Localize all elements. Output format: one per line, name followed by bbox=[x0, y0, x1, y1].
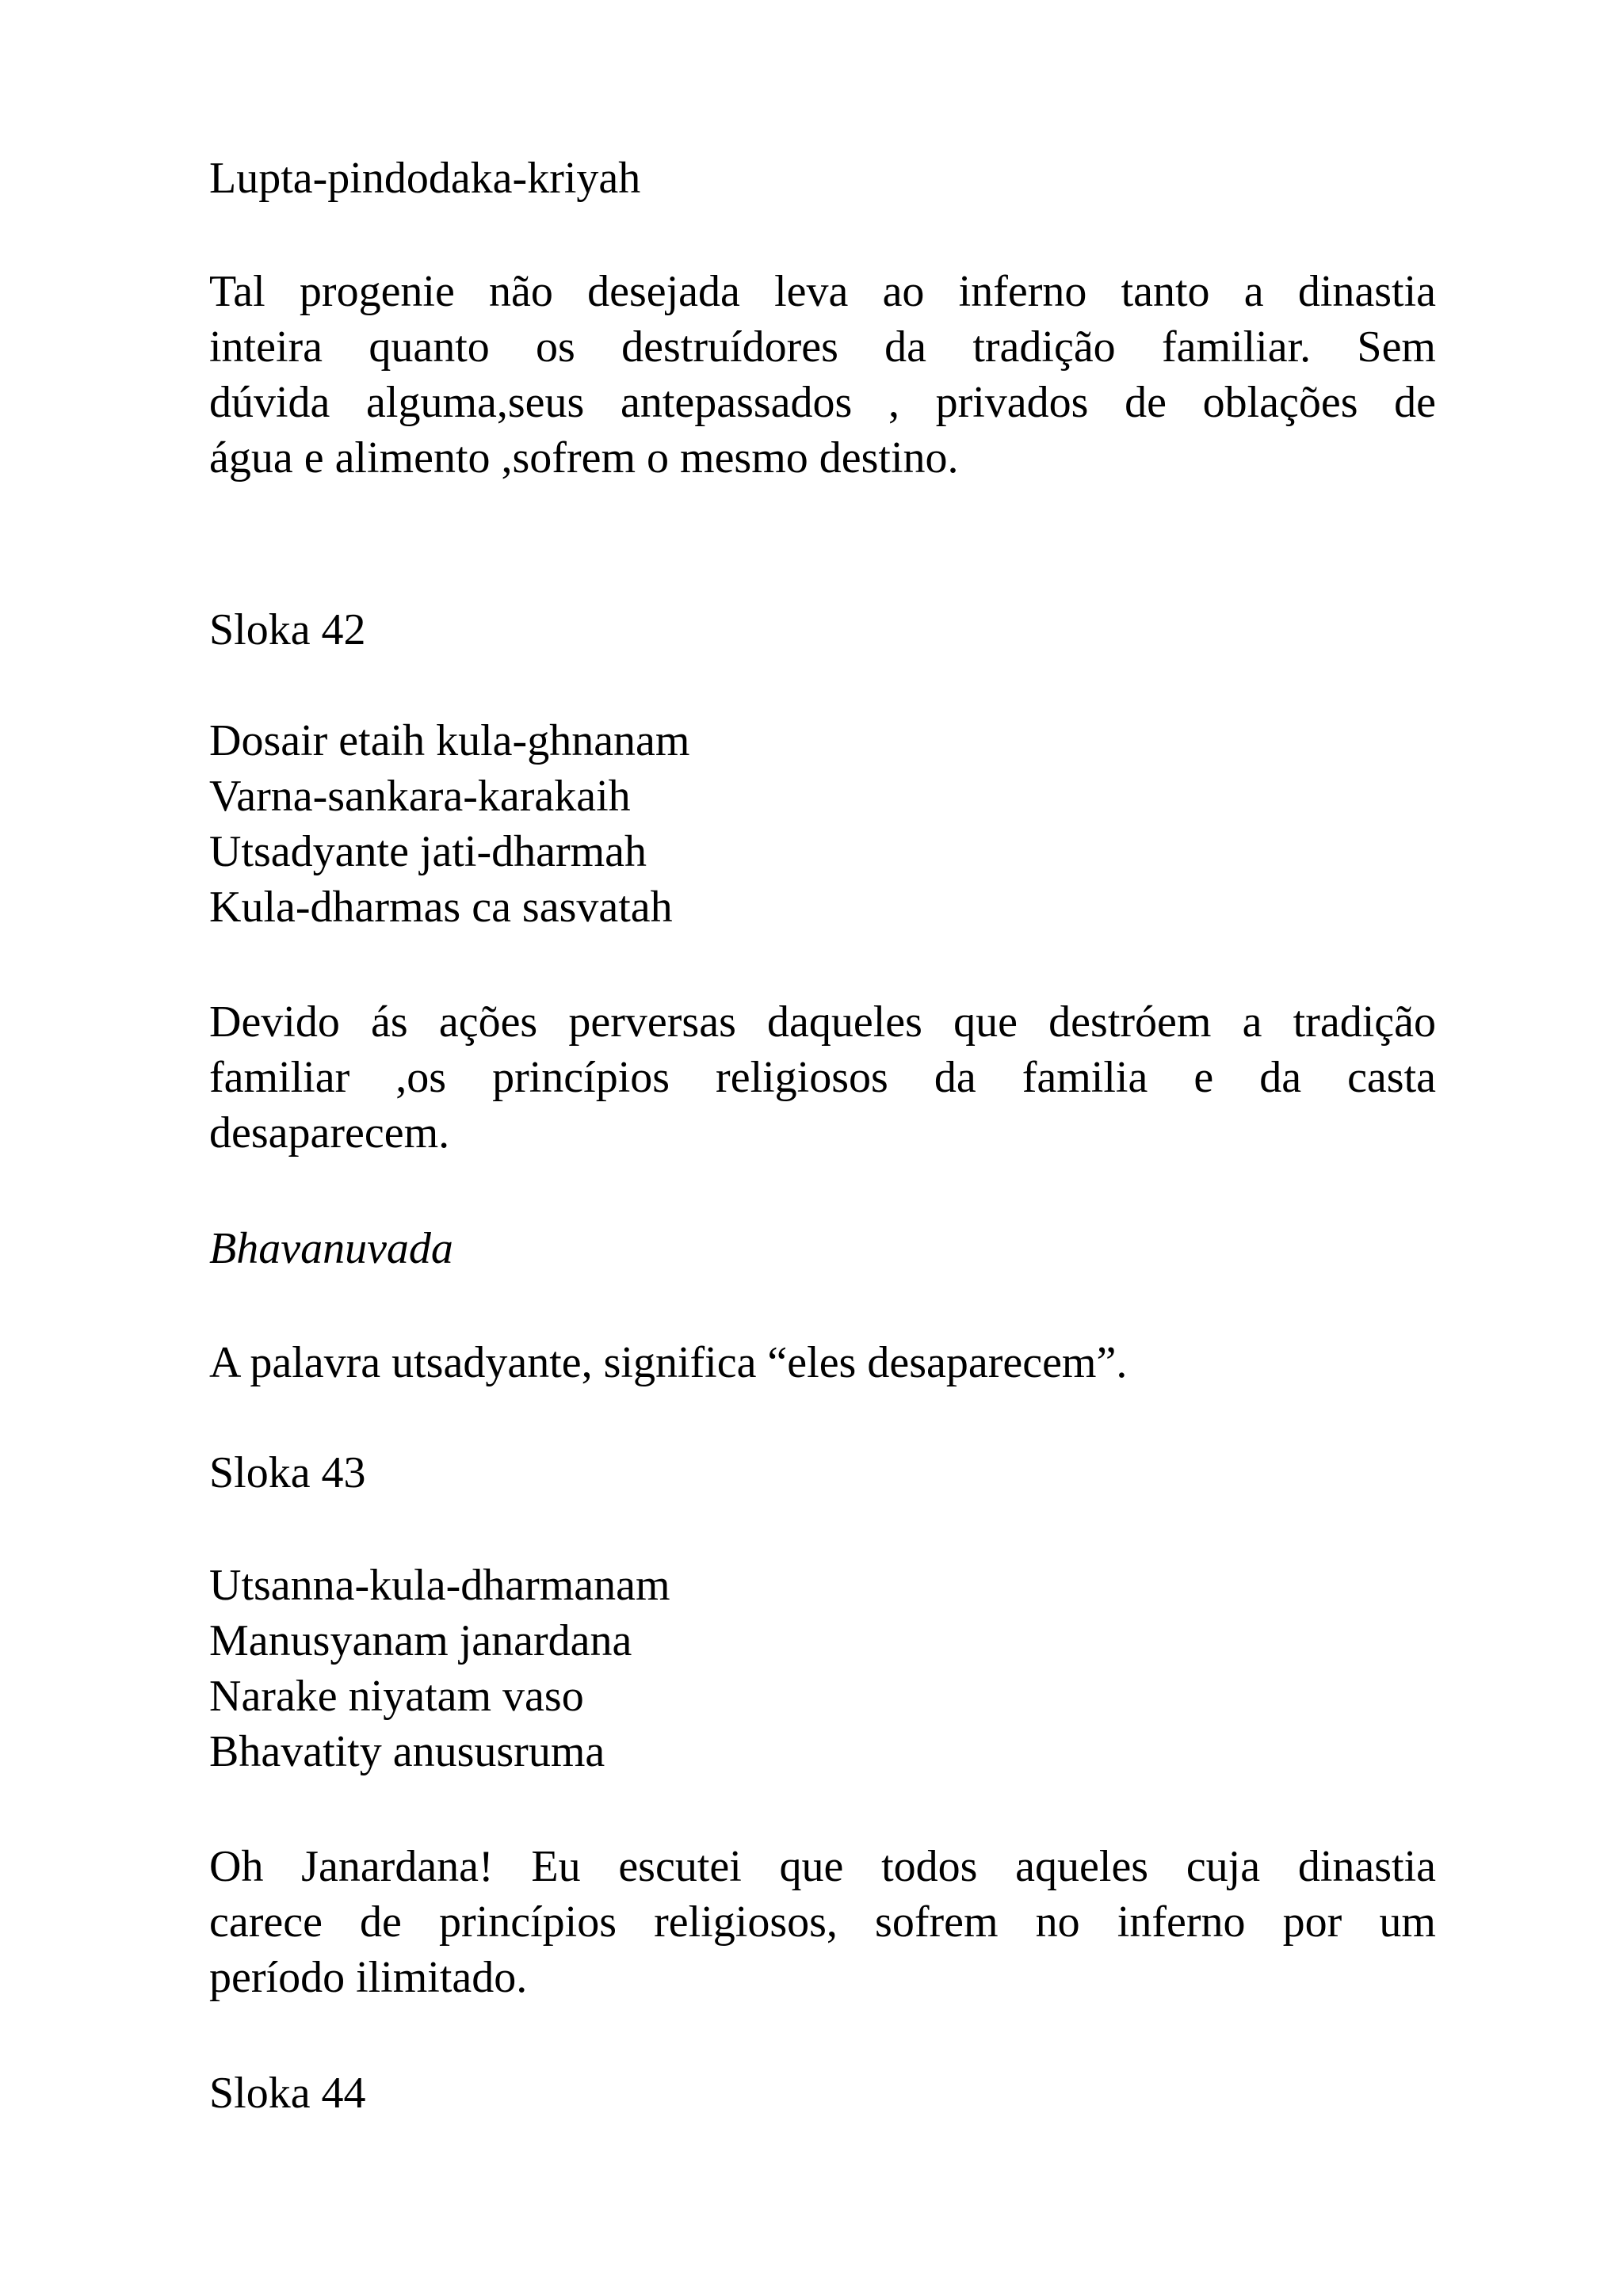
paragraph-4 bbox=[209, 1839, 1436, 2005]
verse-line: Dosair etaih kula-ghnanam bbox=[209, 716, 690, 765]
verse-line: Kula-dharmas ca sasvatah bbox=[209, 883, 673, 932]
sloka-42-label: Sloka 42 bbox=[209, 605, 366, 654]
section-heading: Lupta-pindodaka-kriyah bbox=[209, 154, 641, 203]
paragraph-3: A palavra utsadyante, significa “eles desaparecem”. bbox=[209, 1338, 1128, 1387]
sloka-44-label: Sloka 44 bbox=[209, 2069, 366, 2118]
bhavanuvada-heading: Bhavanuvada bbox=[209, 1224, 453, 1273]
paragraph-2 bbox=[209, 994, 1436, 1161]
verse-line: Varna-sankara-karakaih bbox=[209, 772, 631, 821]
verse-line: Manusyanam janardana bbox=[209, 1616, 632, 1665]
paragraph-line: carece de princípios religiosos, sofrem no inferno por um bbox=[209, 1897, 1436, 1947]
verse-line: Narake niyatam vaso bbox=[209, 1672, 584, 1721]
verse-line: Utsadyante jati-dharmah bbox=[209, 827, 647, 876]
paragraph-line: desaparecem. bbox=[209, 1108, 450, 1158]
verse-43 bbox=[209, 1558, 670, 1779]
paragraph-line: período ilimitado. bbox=[209, 1953, 528, 2002]
verse-line: Utsanna-kula-dharmanam bbox=[209, 1561, 670, 1610]
paragraph-line: Tal progenie não desejada leva ao inferno tanto a dinastia bbox=[209, 267, 1436, 316]
sloka-43-label: Sloka 43 bbox=[209, 1448, 366, 1497]
paragraph-line: Oh Janardana! Eu escutei que todos aqueles cuja dinastia bbox=[209, 1842, 1436, 1891]
verse-42 bbox=[209, 713, 689, 935]
paragraph-line: Devido ás ações perversas daqueles que destróem a tradição bbox=[209, 997, 1436, 1047]
paragraph-line: inteira quanto os destruídores da tradição familiar. Sem bbox=[209, 322, 1436, 372]
paragraph-line: água e alimento ,sofrem o mesmo destino. bbox=[209, 433, 959, 482]
paragraph-1 bbox=[209, 264, 1436, 486]
paragraph-line: dúvida alguma,seus antepassados , privados de oblações de bbox=[209, 378, 1436, 427]
verse-line: Bhavatity anususruma bbox=[209, 1727, 605, 1776]
paragraph-line: familiar ,os princípios religiosos da familia e da casta bbox=[209, 1053, 1436, 1102]
